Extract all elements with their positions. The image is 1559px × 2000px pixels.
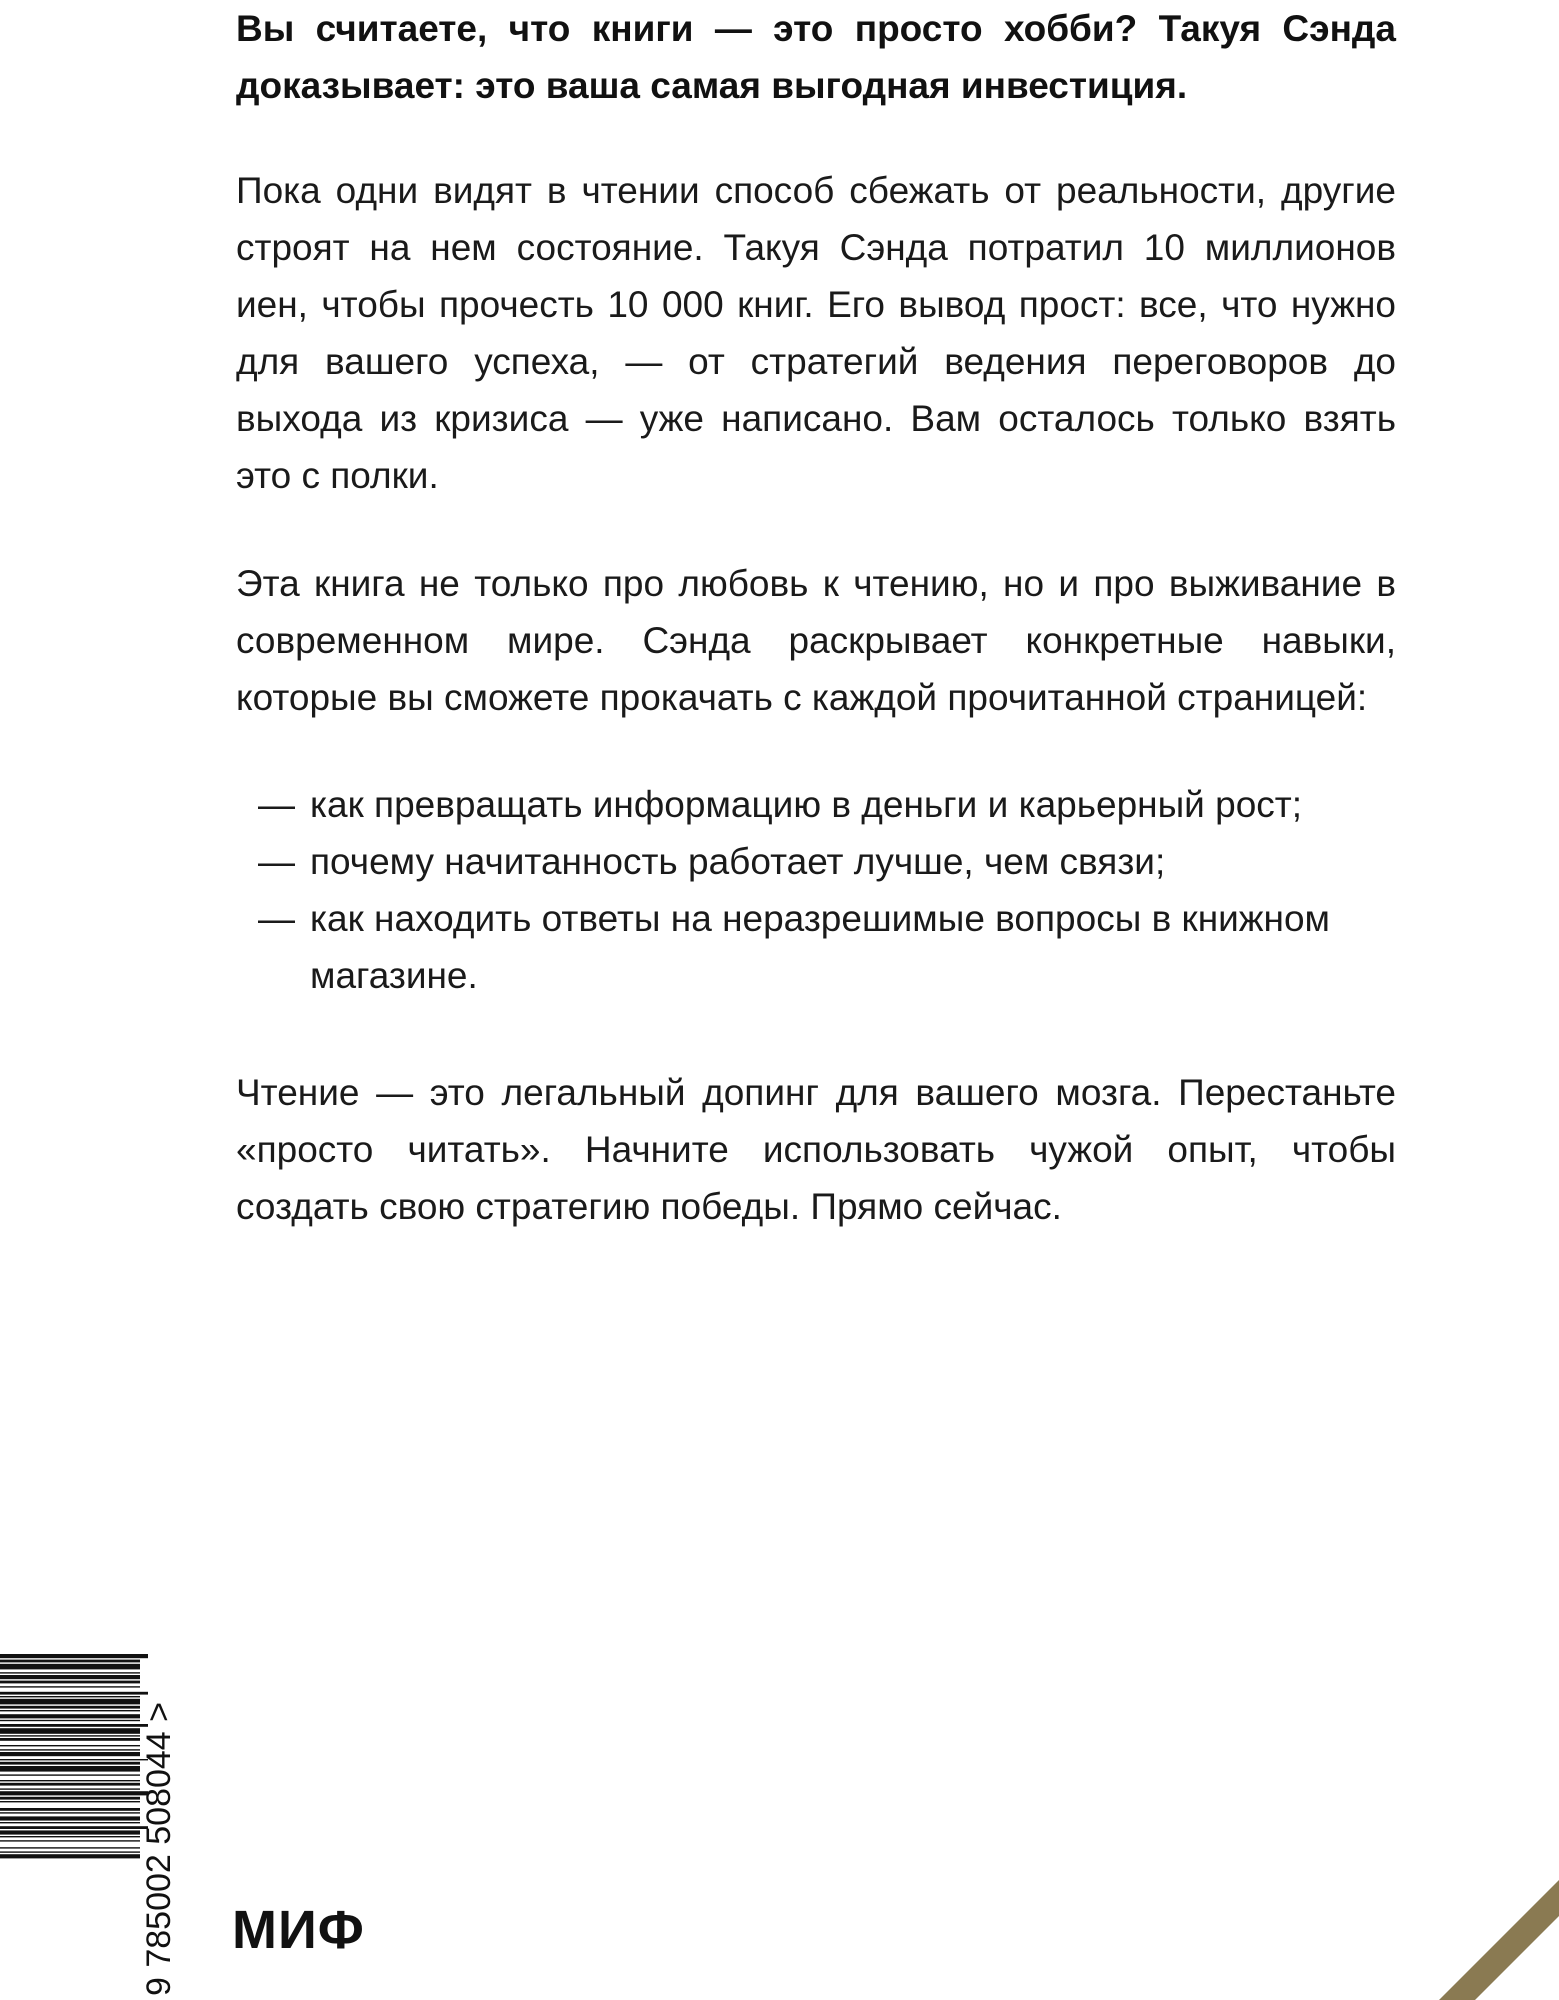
barcode-bar	[0, 1851, 140, 1852]
barcode-bar	[0, 1738, 140, 1741]
list-item-text: как находить ответы на неразрешимые вопросы в книжном магазине.	[310, 898, 1330, 996]
barcode-bar	[0, 1699, 140, 1705]
corner-accent	[1439, 1880, 1559, 2000]
list-item	[236, 890, 1396, 1004]
barcode-bar	[0, 1847, 140, 1848]
barcode-bar	[0, 1654, 148, 1658]
barcode-bar	[0, 1720, 140, 1721]
list-dash: —	[258, 841, 295, 882]
barcode-bar	[0, 1830, 140, 1834]
barcode-bar	[0, 1706, 140, 1709]
skills-list	[236, 776, 1396, 1004]
barcode-bar	[0, 1749, 140, 1750]
barcode-bar	[0, 1752, 140, 1756]
barcode-bar	[0, 1826, 148, 1829]
paragraph-intro: Пока одни видят в чтении способ сбежать от реальности, другие строят на нем состояние. Такуя Сэнда потратил 10 миллионов иен, чтобы прочесть 10 000 книг. Его вывод прост: все, что нужно для вашего успеха, — от стратегий ведения переговоров до выхода из кризиса — уже написано. Вам осталось только взять это с полки.	[236, 170, 1396, 496]
list-item-text: почему начитанность работает лучше, чем связи;	[310, 841, 1166, 882]
lead-paragraph: Вы считаете, что книги — это просто хобби? Такуя Сэнда доказывает: это ваша самая выгодная инвестиция.	[236, 8, 1396, 106]
barcode-bar	[0, 1681, 140, 1684]
barcode-bar	[0, 1791, 148, 1795]
isbn-digits: 9 785002 508044 >	[140, 1701, 178, 1996]
list-item	[236, 833, 1396, 890]
barcode-bar	[0, 1724, 148, 1727]
barcode-bar	[0, 1714, 140, 1718]
list-item	[236, 776, 1396, 833]
barcode-bar	[0, 1788, 140, 1789]
barcode-bar	[0, 1759, 148, 1760]
barcode-bar	[0, 1664, 140, 1670]
barcode-bar	[0, 1692, 148, 1695]
list-item-text: как превращать информацию в деньги и карьерный рост;	[310, 784, 1303, 825]
barcode-bar	[0, 1686, 140, 1687]
barcode-bar	[0, 1801, 140, 1802]
barcode-bar	[0, 1816, 140, 1820]
barcode-bar	[0, 1783, 140, 1786]
barcode-bar	[0, 1836, 140, 1837]
list-dash: —	[258, 784, 295, 825]
barcode-bar	[0, 1774, 140, 1775]
barcode-bar	[0, 1762, 140, 1765]
isbn-barcode	[0, 1650, 180, 2000]
barcode-bar	[0, 1812, 140, 1813]
barcode-bar	[0, 1675, 140, 1679]
barcode-bar	[0, 1672, 140, 1673]
barcode-bar	[0, 1660, 140, 1663]
paragraph-closing: Чтение — это легальный допинг для вашего мозга. Перестаньте «просто читать». Начните использовать чужой опыт, чтобы создать свою стратегию победы. Прямо сейчас.	[236, 1072, 1396, 1227]
barcode-bar	[0, 1854, 140, 1858]
barcode-bar	[0, 1766, 140, 1772]
barcode-bar	[0, 1735, 140, 1736]
barcode-bar	[0, 1696, 140, 1697]
paragraph-skills: Эта книга не только про любовь к чтению, но и про выживание в современном мире. Сэнда раскрывает конкретные навыки, которые вы сможете прокачать с каждой прочитанной страницей:	[236, 563, 1396, 718]
publisher-logo	[232, 1900, 365, 1960]
barcode-bar	[0, 1728, 140, 1734]
barcode-bar	[0, 1745, 140, 1746]
barcode-bar	[0, 1780, 140, 1781]
barcode-bar	[0, 1710, 140, 1711]
barcode-bar	[0, 1808, 140, 1811]
barcode-bar	[0, 1797, 140, 1800]
publisher-logo-text: МИФ	[232, 1900, 365, 1960]
barcode-bar	[0, 1822, 140, 1823]
list-dash: —	[258, 898, 295, 939]
barcode-bar	[0, 1840, 140, 1841]
